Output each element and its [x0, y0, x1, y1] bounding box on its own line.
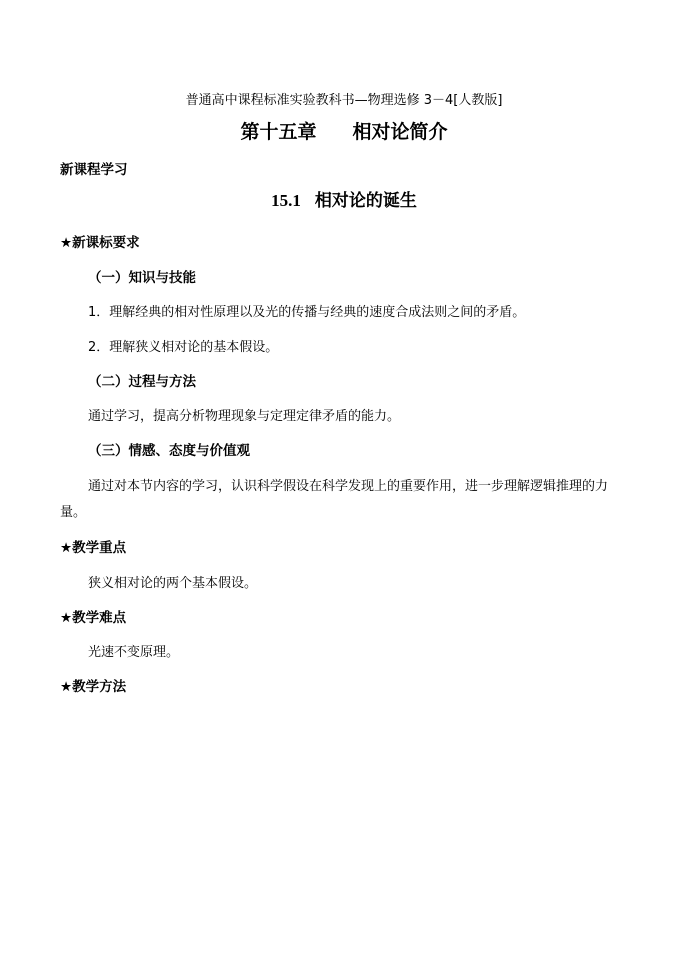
values-text: 通过对本节内容的学习，认识科学假设在科学发现上的重要作用，进一步理解逻辑推理的力量。	[60, 479, 609, 520]
chapter-title: 相对论简介	[352, 121, 448, 143]
difficulties-heading: ★教学难点	[60, 610, 127, 626]
section-title: 相对论的诞生	[314, 191, 417, 211]
chapter-heading	[0, 123, 688, 142]
section-label: 新课程学习	[60, 162, 128, 178]
knowledge-heading: （一）知识与技能	[88, 270, 196, 286]
values-heading: （三）情感、态度与价值观	[88, 443, 250, 459]
process-text: 通过学习，提高分析物理现象与定理定律矛盾的能力。	[88, 409, 401, 424]
section-heading	[0, 192, 688, 210]
knowledge-item-1: 1．理解经典的相对性原理以及光的传播与经典的速度合成法则之间的矛盾。	[88, 305, 526, 320]
textbook-subtitle: 普通高中课程标准实验教科书—物理选修 3－4[人教版]	[185, 93, 503, 108]
objectives-heading: ★新课标要求	[60, 235, 140, 251]
section-number: 15.1	[271, 191, 301, 210]
key-points-heading: ★教学重点	[60, 540, 127, 556]
key-points-text: 狭义相对论的两个基本假设。	[88, 576, 258, 591]
chapter-number: 第十五章	[240, 121, 317, 143]
process-heading: （二）过程与方法	[88, 374, 196, 390]
knowledge-item-2: 2．理解狭义相对论的基本假设。	[88, 340, 279, 355]
methods-heading: ★教学方法	[60, 679, 127, 695]
difficulties-text: 光速不变原理。	[88, 645, 180, 660]
